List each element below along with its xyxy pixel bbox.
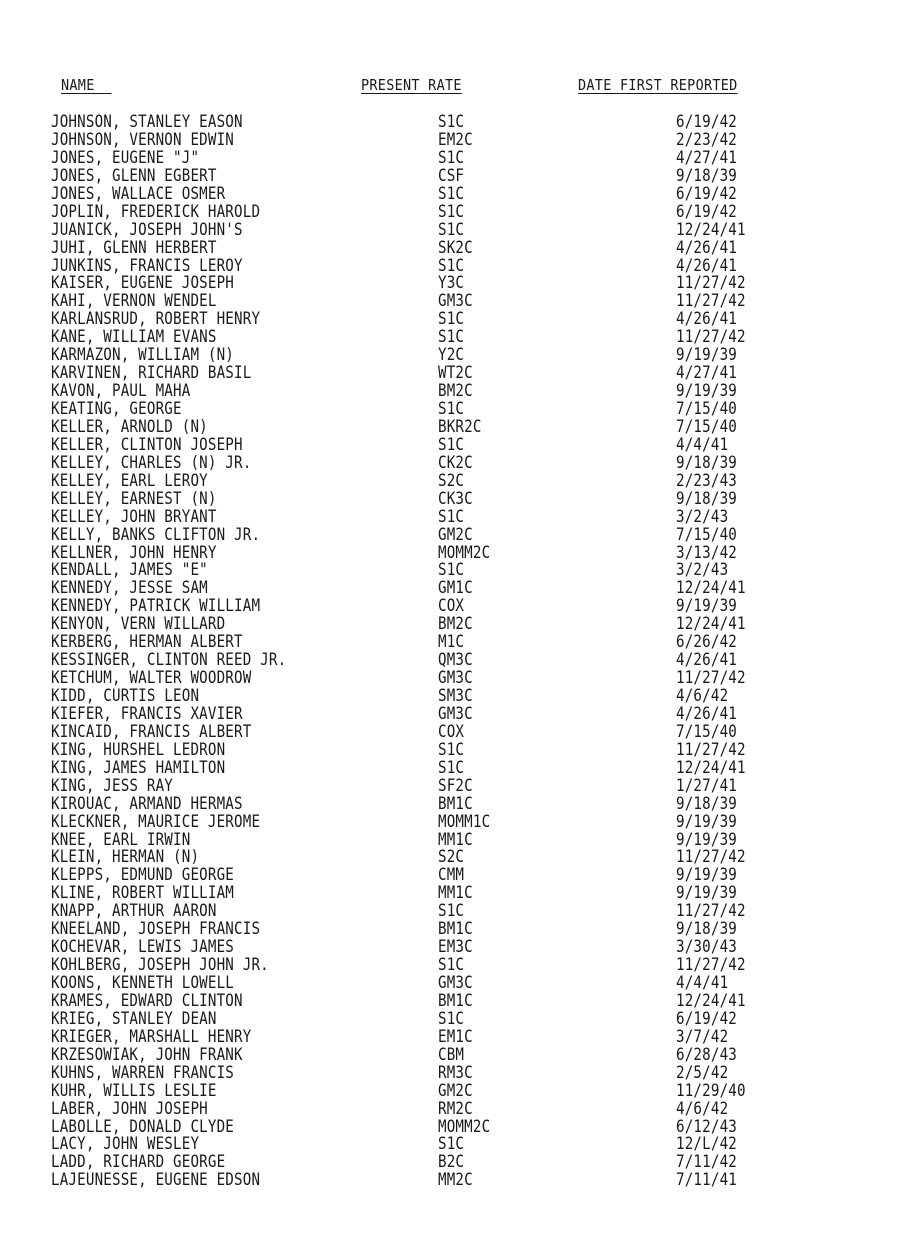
roster-row <box>0 310 897 328</box>
sailor-name: LADD, RICHARD GEORGE <box>51 1152 226 1172</box>
date-first-reported: 9/18/39 <box>676 165 738 185</box>
sailor-name: KELLER, CLINTON JOSEPH <box>51 434 243 454</box>
date-first-reported: 4/27/41 <box>676 363 738 383</box>
date-first-reported: 11/27/42 <box>676 291 746 311</box>
sailor-name: KIEFER, FRANCIS XAVIER <box>51 703 243 723</box>
present-rate: BM2C <box>438 381 473 401</box>
sailor-name: KANE, WILLIAM EVANS <box>51 327 217 347</box>
date-first-reported: 2/5/42 <box>676 1062 729 1082</box>
present-rate: GM3C <box>438 703 473 723</box>
present-rate: RM3C <box>438 1062 473 1082</box>
roster-row <box>0 131 897 149</box>
roster-row <box>0 561 897 579</box>
sailor-name: KENNEDY, PATRICK WILLIAM <box>51 596 261 616</box>
date-first-reported: 4/4/41 <box>676 973 729 992</box>
present-rate: M1C <box>438 632 465 652</box>
roster-row <box>0 687 897 705</box>
present-rate: S1C <box>438 901 465 921</box>
sailor-name: JUANICK, JOSEPH JOHN'S <box>51 219 243 239</box>
roster-row <box>0 759 897 777</box>
sailor-name: KELLEY, JOHN BRYANT <box>51 506 217 526</box>
sailor-name: KELLEY, CHARLES (N) JR. <box>51 452 252 472</box>
date-first-reported: 4/4/41 <box>676 434 729 454</box>
present-rate: MOMM2C <box>438 542 491 562</box>
date-first-reported: 1/27/41 <box>676 775 738 795</box>
roster-row <box>0 257 897 275</box>
roster-row <box>0 490 897 508</box>
roster-row <box>0 579 897 597</box>
present-rate: GM2C <box>438 524 473 544</box>
present-rate: S1C <box>438 112 465 131</box>
roster-row <box>0 1010 897 1028</box>
present-rate: S1C <box>438 434 465 454</box>
date-first-reported: 9/19/39 <box>676 345 738 365</box>
date-first-reported: 12/24/41 <box>676 614 746 634</box>
present-rate: EM2C <box>438 129 473 149</box>
present-rate: CK3C <box>438 488 473 508</box>
sailor-name: KING, JAMES HAMILTON <box>51 757 226 777</box>
present-rate: BM2C <box>438 614 473 634</box>
roster-row <box>0 508 897 526</box>
date-first-reported: 9/19/39 <box>676 883 738 903</box>
present-rate: S1C <box>438 739 465 759</box>
present-rate: CBM <box>438 1044 465 1064</box>
present-rate: S2C <box>438 470 465 490</box>
header-present-rate: PRESENT RATE <box>361 76 462 94</box>
sailor-name: KUHR, WILLIS LESLIE <box>51 1080 217 1100</box>
sailor-name: KEATING, GEORGE <box>51 399 182 418</box>
date-first-reported: 9/19/39 <box>676 811 738 831</box>
sailor-name: KIDD, CURTIS LEON <box>51 686 200 705</box>
roster-row <box>0 544 897 562</box>
sailor-name: KESSINGER, CLINTON REED JR. <box>51 650 287 670</box>
date-first-reported: 6/12/43 <box>676 1116 738 1136</box>
present-rate: SF2C <box>438 775 473 795</box>
date-first-reported: 3/7/42 <box>676 1026 729 1046</box>
sailor-name: JUHI, GLENN HERBERT <box>51 237 217 257</box>
present-rate: S1C <box>438 309 465 329</box>
roster-row <box>0 382 897 400</box>
date-first-reported: 12/24/41 <box>676 578 746 598</box>
present-rate: EM1C <box>438 1026 473 1046</box>
date-first-reported: 4/27/41 <box>676 147 738 167</box>
sailor-name: KENNEDY, JESSE SAM <box>51 578 208 598</box>
roster-row <box>0 848 897 866</box>
roster-row <box>0 418 897 436</box>
date-first-reported: 6/19/42 <box>676 1008 738 1028</box>
sailor-name: KELLER, ARNOLD (N) <box>51 416 208 436</box>
date-first-reported: 11/27/42 <box>676 955 746 975</box>
present-rate: CSF <box>438 165 465 185</box>
date-first-reported: 6/19/42 <box>676 112 738 131</box>
roster-row <box>0 454 897 472</box>
present-rate: QM3C <box>438 650 473 670</box>
sailor-name: KLECKNER, MAURICE JEROME <box>51 811 261 831</box>
header-date-first-reported: DATE FIRST REPORTED <box>578 76 738 94</box>
present-rate: BM1C <box>438 919 473 939</box>
present-rate: Y2C <box>438 345 465 365</box>
present-rate: S1C <box>438 1134 465 1154</box>
sailor-name: JOHNSON, STANLEY EASON <box>51 112 243 131</box>
date-first-reported: 12/24/41 <box>676 990 746 1010</box>
roster-row <box>0 992 897 1010</box>
sailor-name: LAJEUNESSE, EUGENE EDSON <box>51 1170 261 1190</box>
date-first-reported: 4/6/42 <box>676 1098 729 1118</box>
date-first-reported: 9/18/39 <box>676 452 738 472</box>
sailor-name: KOHLBERG, JOSEPH JOHN JR. <box>51 955 269 975</box>
roster-row <box>0 400 897 418</box>
date-first-reported: 6/19/42 <box>676 201 738 221</box>
date-first-reported: 3/2/43 <box>676 506 729 526</box>
present-rate: S1C <box>438 560 465 580</box>
present-rate: CMM <box>438 865 465 885</box>
date-first-reported: 11/27/42 <box>676 327 746 347</box>
sailor-name: KARLANSRUD, ROBERT HENRY <box>51 309 261 329</box>
present-rate: S1C <box>438 757 465 777</box>
sailor-name: KELLEY, EARL LEROY <box>51 470 208 490</box>
present-rate: Y3C <box>438 273 465 293</box>
sailor-name: JOHNSON, VERNON EDWIN <box>51 129 235 149</box>
roster-row <box>0 920 897 938</box>
date-first-reported: 9/19/39 <box>676 381 738 401</box>
date-first-reported: 11/27/42 <box>676 273 746 293</box>
roster-row <box>0 1100 897 1118</box>
sailor-name: KENDALL, JAMES "E" <box>51 560 208 580</box>
present-rate: BM1C <box>438 990 473 1010</box>
present-rate: MOMM1C <box>438 811 491 831</box>
roster-row <box>0 705 897 723</box>
sailor-name: KLEPPS, EDMUND GEORGE <box>51 865 235 885</box>
roster-row <box>0 1064 897 1082</box>
sailor-name: KRAMES, EDWARD CLINTON <box>51 990 243 1010</box>
date-first-reported: 7/15/40 <box>676 524 738 544</box>
date-first-reported: 6/28/43 <box>676 1044 738 1064</box>
roster-row <box>0 149 897 167</box>
date-first-reported: 11/29/40 <box>676 1080 746 1100</box>
roster-row <box>0 292 897 310</box>
present-rate: MM1C <box>438 883 473 903</box>
roster-row <box>0 203 897 221</box>
header-name: NAME <box>61 76 112 94</box>
date-first-reported: 11/27/42 <box>676 901 746 921</box>
sailor-name: KLEIN, HERMAN (N) <box>51 847 200 867</box>
present-rate: SK2C <box>438 237 473 257</box>
present-rate: BKR2C <box>438 416 482 436</box>
roster-row <box>0 185 897 203</box>
roster-row <box>0 741 897 759</box>
present-rate: EM3C <box>438 937 473 957</box>
roster-row <box>0 113 897 131</box>
sailor-name: KENYON, VERN WILLARD <box>51 614 226 634</box>
roster-row <box>0 1153 897 1171</box>
date-first-reported: 6/26/42 <box>676 632 738 652</box>
roster-row <box>0 884 897 902</box>
roster-row <box>0 795 897 813</box>
present-rate: S2C <box>438 847 465 867</box>
date-first-reported: 3/13/42 <box>676 542 738 562</box>
sailor-name: LABOLLE, DONALD CLYDE <box>51 1116 235 1136</box>
sailor-name: JUNKINS, FRANCIS LEROY <box>51 255 243 275</box>
present-rate: CK2C <box>438 452 473 472</box>
date-first-reported: 7/11/41 <box>676 1170 738 1190</box>
sailor-name: KING, HURSHEL LEDRON <box>51 739 226 759</box>
roster-row <box>0 813 897 831</box>
roster-row <box>0 974 897 992</box>
roster-row <box>0 239 897 257</box>
date-first-reported: 3/30/43 <box>676 937 738 957</box>
sailor-name: KOCHEVAR, LEWIS JAMES <box>51 937 235 957</box>
date-first-reported: 4/26/41 <box>676 255 738 275</box>
date-first-reported: 11/27/42 <box>676 847 746 867</box>
date-first-reported: 3/2/43 <box>676 560 729 580</box>
date-first-reported: 4/6/42 <box>676 686 729 705</box>
sailor-name: KRIEG, STANLEY DEAN <box>51 1008 217 1028</box>
sailor-name: KARMAZON, WILLIAM (N) <box>51 345 235 365</box>
present-rate: MM2C <box>438 1170 473 1190</box>
date-first-reported: 7/15/40 <box>676 416 738 436</box>
date-first-reported: 12/L/42 <box>676 1134 738 1154</box>
date-first-reported: 9/19/39 <box>676 865 738 885</box>
roster-row <box>0 615 897 633</box>
date-first-reported: 2/23/43 <box>676 470 738 490</box>
sailor-name: KELLNER, JOHN HENRY <box>51 542 217 562</box>
date-first-reported: 4/26/41 <box>676 650 738 670</box>
sailor-name: JONES, EUGENE "J" <box>51 147 200 167</box>
present-rate: B2C <box>438 1152 465 1172</box>
sailor-name: KINCAID, FRANCIS ALBERT <box>51 721 252 741</box>
present-rate: BM1C <box>438 793 473 813</box>
sailor-name: KELLY, BANKS CLIFTON JR. <box>51 524 261 544</box>
sailor-name: KING, JESS RAY <box>51 775 174 795</box>
roster-row <box>0 328 897 346</box>
date-first-reported: 12/24/41 <box>676 219 746 239</box>
sailor-name: KNEELAND, JOSEPH FRANCIS <box>51 919 261 939</box>
date-first-reported: 7/15/40 <box>676 399 738 418</box>
present-rate: S1C <box>438 1008 465 1028</box>
date-first-reported: 4/26/41 <box>676 237 738 257</box>
date-first-reported: 11/27/42 <box>676 668 746 688</box>
present-rate: SM3C <box>438 686 473 705</box>
sailor-name: JONES, WALLACE OSMER <box>51 183 226 203</box>
roster-row <box>0 1135 897 1153</box>
roster-row <box>0 472 897 490</box>
present-rate: S1C <box>438 955 465 975</box>
date-first-reported: 4/26/41 <box>676 703 738 723</box>
date-first-reported: 4/26/41 <box>676 309 738 329</box>
date-first-reported: 2/23/42 <box>676 129 738 149</box>
sailor-name: KRIEGER, MARSHALL HENRY <box>51 1026 252 1046</box>
roster-row <box>0 651 897 669</box>
roster-row <box>0 669 897 687</box>
present-rate: GM1C <box>438 578 473 598</box>
date-first-reported: 9/18/39 <box>676 793 738 813</box>
date-first-reported: 6/19/42 <box>676 183 738 203</box>
present-rate: S1C <box>438 327 465 347</box>
sailor-name: KNAPP, ARTHUR AARON <box>51 901 217 921</box>
roster-row <box>0 364 897 382</box>
sailor-name: KELLEY, EARNEST (N) <box>51 488 217 508</box>
present-rate: GM3C <box>438 668 473 688</box>
present-rate: S1C <box>438 183 465 203</box>
roster-list <box>0 113 897 1189</box>
date-first-reported: 11/27/42 <box>676 739 746 759</box>
date-first-reported: 12/24/41 <box>676 757 746 777</box>
present-rate: S1C <box>438 219 465 239</box>
date-first-reported: 7/11/42 <box>676 1152 738 1172</box>
date-first-reported: 7/15/40 <box>676 721 738 741</box>
sailor-name: KAISER, EUGENE JOSEPH <box>51 273 235 293</box>
roster-row <box>0 436 897 454</box>
present-rate: GM3C <box>438 291 473 311</box>
sailor-name: LABER, JOHN JOSEPH <box>51 1098 208 1118</box>
present-rate: S1C <box>438 201 465 221</box>
sailor-name: KUHNS, WARREN FRANCIS <box>51 1062 235 1082</box>
sailor-name: JONES, GLENN EGBERT <box>51 165 217 185</box>
sailor-name: JOPLIN, FREDERICK HAROLD <box>51 201 261 221</box>
roster-row <box>0 723 897 741</box>
present-rate: COX <box>438 721 465 741</box>
date-first-reported: 9/18/39 <box>676 488 738 508</box>
sailor-name: KETCHUM, WALTER WOODROW <box>51 668 252 688</box>
sailor-name: KRZESOWIAK, JOHN FRANK <box>51 1044 243 1064</box>
present-rate: RM2C <box>438 1098 473 1118</box>
roster-row <box>0 902 897 920</box>
roster-row <box>0 956 897 974</box>
roster-row <box>0 1046 897 1064</box>
roster-row <box>0 167 897 185</box>
sailor-name: KERBERG, HERMAN ALBERT <box>51 632 243 652</box>
roster-row <box>0 346 897 364</box>
date-first-reported: 9/19/39 <box>676 829 738 849</box>
roster-row <box>0 1028 897 1046</box>
roster-row <box>0 1082 897 1100</box>
present-rate: GM3C <box>438 973 473 992</box>
sailor-name: KIROUAC, ARMAND HERMAS <box>51 793 243 813</box>
roster-row <box>0 938 897 956</box>
present-rate: MOMM2C <box>438 1116 491 1136</box>
date-first-reported: 9/18/39 <box>676 919 738 939</box>
present-rate: MM1C <box>438 829 473 849</box>
present-rate: WT2C <box>438 363 473 383</box>
roster-row <box>0 1118 897 1136</box>
roster-row <box>0 777 897 795</box>
present-rate: COX <box>438 596 465 616</box>
roster-row <box>0 866 897 884</box>
sailor-name: LACY, JOHN WESLEY <box>51 1134 200 1154</box>
date-first-reported: 9/19/39 <box>676 596 738 616</box>
present-rate: GM2C <box>438 1080 473 1100</box>
sailor-name: KOONS, KENNETH LOWELL <box>51 973 235 992</box>
present-rate: S1C <box>438 399 465 418</box>
present-rate: S1C <box>438 506 465 526</box>
roster-row <box>0 597 897 615</box>
sailor-name: KAHI, VERNON WENDEL <box>51 291 217 311</box>
roster-row <box>0 1171 897 1189</box>
present-rate: S1C <box>438 255 465 275</box>
sailor-name: KNEE, EARL IRWIN <box>51 829 191 849</box>
roster-row <box>0 633 897 651</box>
roster-row <box>0 274 897 292</box>
roster-row <box>0 526 897 544</box>
sailor-name: KAVON, PAUL MAHA <box>51 381 191 401</box>
roster-row <box>0 831 897 849</box>
present-rate: S1C <box>438 147 465 167</box>
sailor-name: KARVINEN, RICHARD BASIL <box>51 363 252 383</box>
roster-row <box>0 221 897 239</box>
sailor-name: KLINE, ROBERT WILLIAM <box>51 883 235 903</box>
